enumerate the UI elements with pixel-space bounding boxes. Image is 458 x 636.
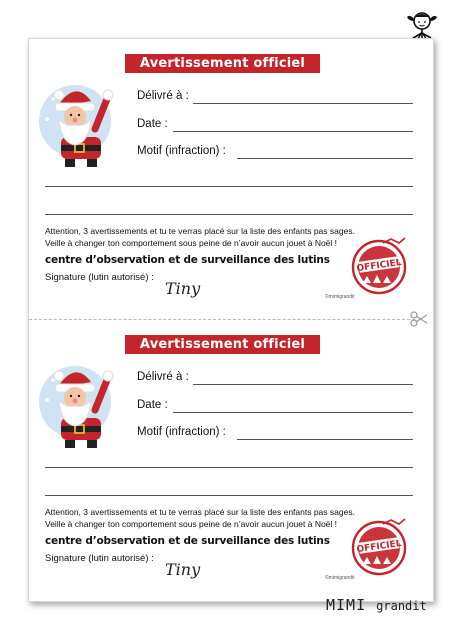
warning-note-1: Attention, 3 avertissements et tu te verras placé sur la liste des enfants pas sages. — [45, 226, 355, 236]
warning-card — [29, 39, 433, 319]
centre-heading: centre d’observation et de surveillance des lutins — [45, 254, 330, 266]
svg-text:OFFICIEL: OFFICIEL — [356, 257, 403, 275]
warning-note-1: Attention, 3 avertissements et tu te verras placé sur la liste des enfants pas sages. — [45, 507, 355, 517]
signature-script: Tiny — [165, 279, 201, 298]
date-label: Date : — [137, 118, 168, 130]
date-input[interactable] — [173, 412, 413, 413]
reason-line-3[interactable] — [45, 214, 413, 215]
brand-logo — [326, 596, 446, 620]
reason-input[interactable] — [237, 439, 413, 440]
official-stamp-icon — [347, 235, 411, 295]
warning-sheet — [28, 38, 434, 602]
card-title: Avertissement officiel — [125, 335, 320, 354]
reason-label: Motif (infraction) : — [137, 145, 226, 157]
brand-suffix: grandit — [376, 599, 427, 613]
delivered-input[interactable] — [193, 384, 413, 385]
warning-card — [29, 320, 433, 600]
reason-line-2[interactable] — [45, 186, 413, 187]
delivered-input[interactable] — [193, 103, 413, 104]
centre-heading: centre d’observation et de surveillance des lutins — [45, 535, 330, 547]
delivered-label: Délivré à : — [137, 90, 189, 102]
brand-name: MIMI — [326, 596, 367, 614]
reason-input[interactable] — [237, 158, 413, 159]
reason-line-3[interactable] — [45, 495, 413, 496]
warning-note-2: Veille à changer ton comportement sous peine de n’avoir aucun jouet à Noël ! — [45, 238, 338, 248]
date-input[interactable] — [173, 131, 413, 132]
reason-line-2[interactable] — [45, 467, 413, 468]
official-stamp-icon — [347, 516, 411, 576]
svg-text:OFFICIEL: OFFICIEL — [356, 538, 403, 556]
card-title: Avertissement officiel — [125, 54, 320, 73]
date-label: Date : — [137, 399, 168, 411]
santa-icon — [35, 79, 131, 169]
santa-icon — [35, 360, 131, 450]
signature-script: Tiny — [165, 560, 201, 579]
signature-label: Signature (lutin autorisé) : — [45, 553, 154, 564]
delivered-label: Délivré à : — [137, 371, 189, 383]
warning-note-2: Veille à changer ton comportement sous peine de n’avoir aucun jouet à Noël ! — [45, 519, 338, 529]
signature-label: Signature (lutin autorisé) : — [45, 272, 154, 283]
credit-text: ©mimigrandit — [325, 575, 355, 581]
reason-label: Motif (infraction) : — [137, 426, 226, 438]
credit-text: ©mimigrandit — [325, 294, 355, 300]
